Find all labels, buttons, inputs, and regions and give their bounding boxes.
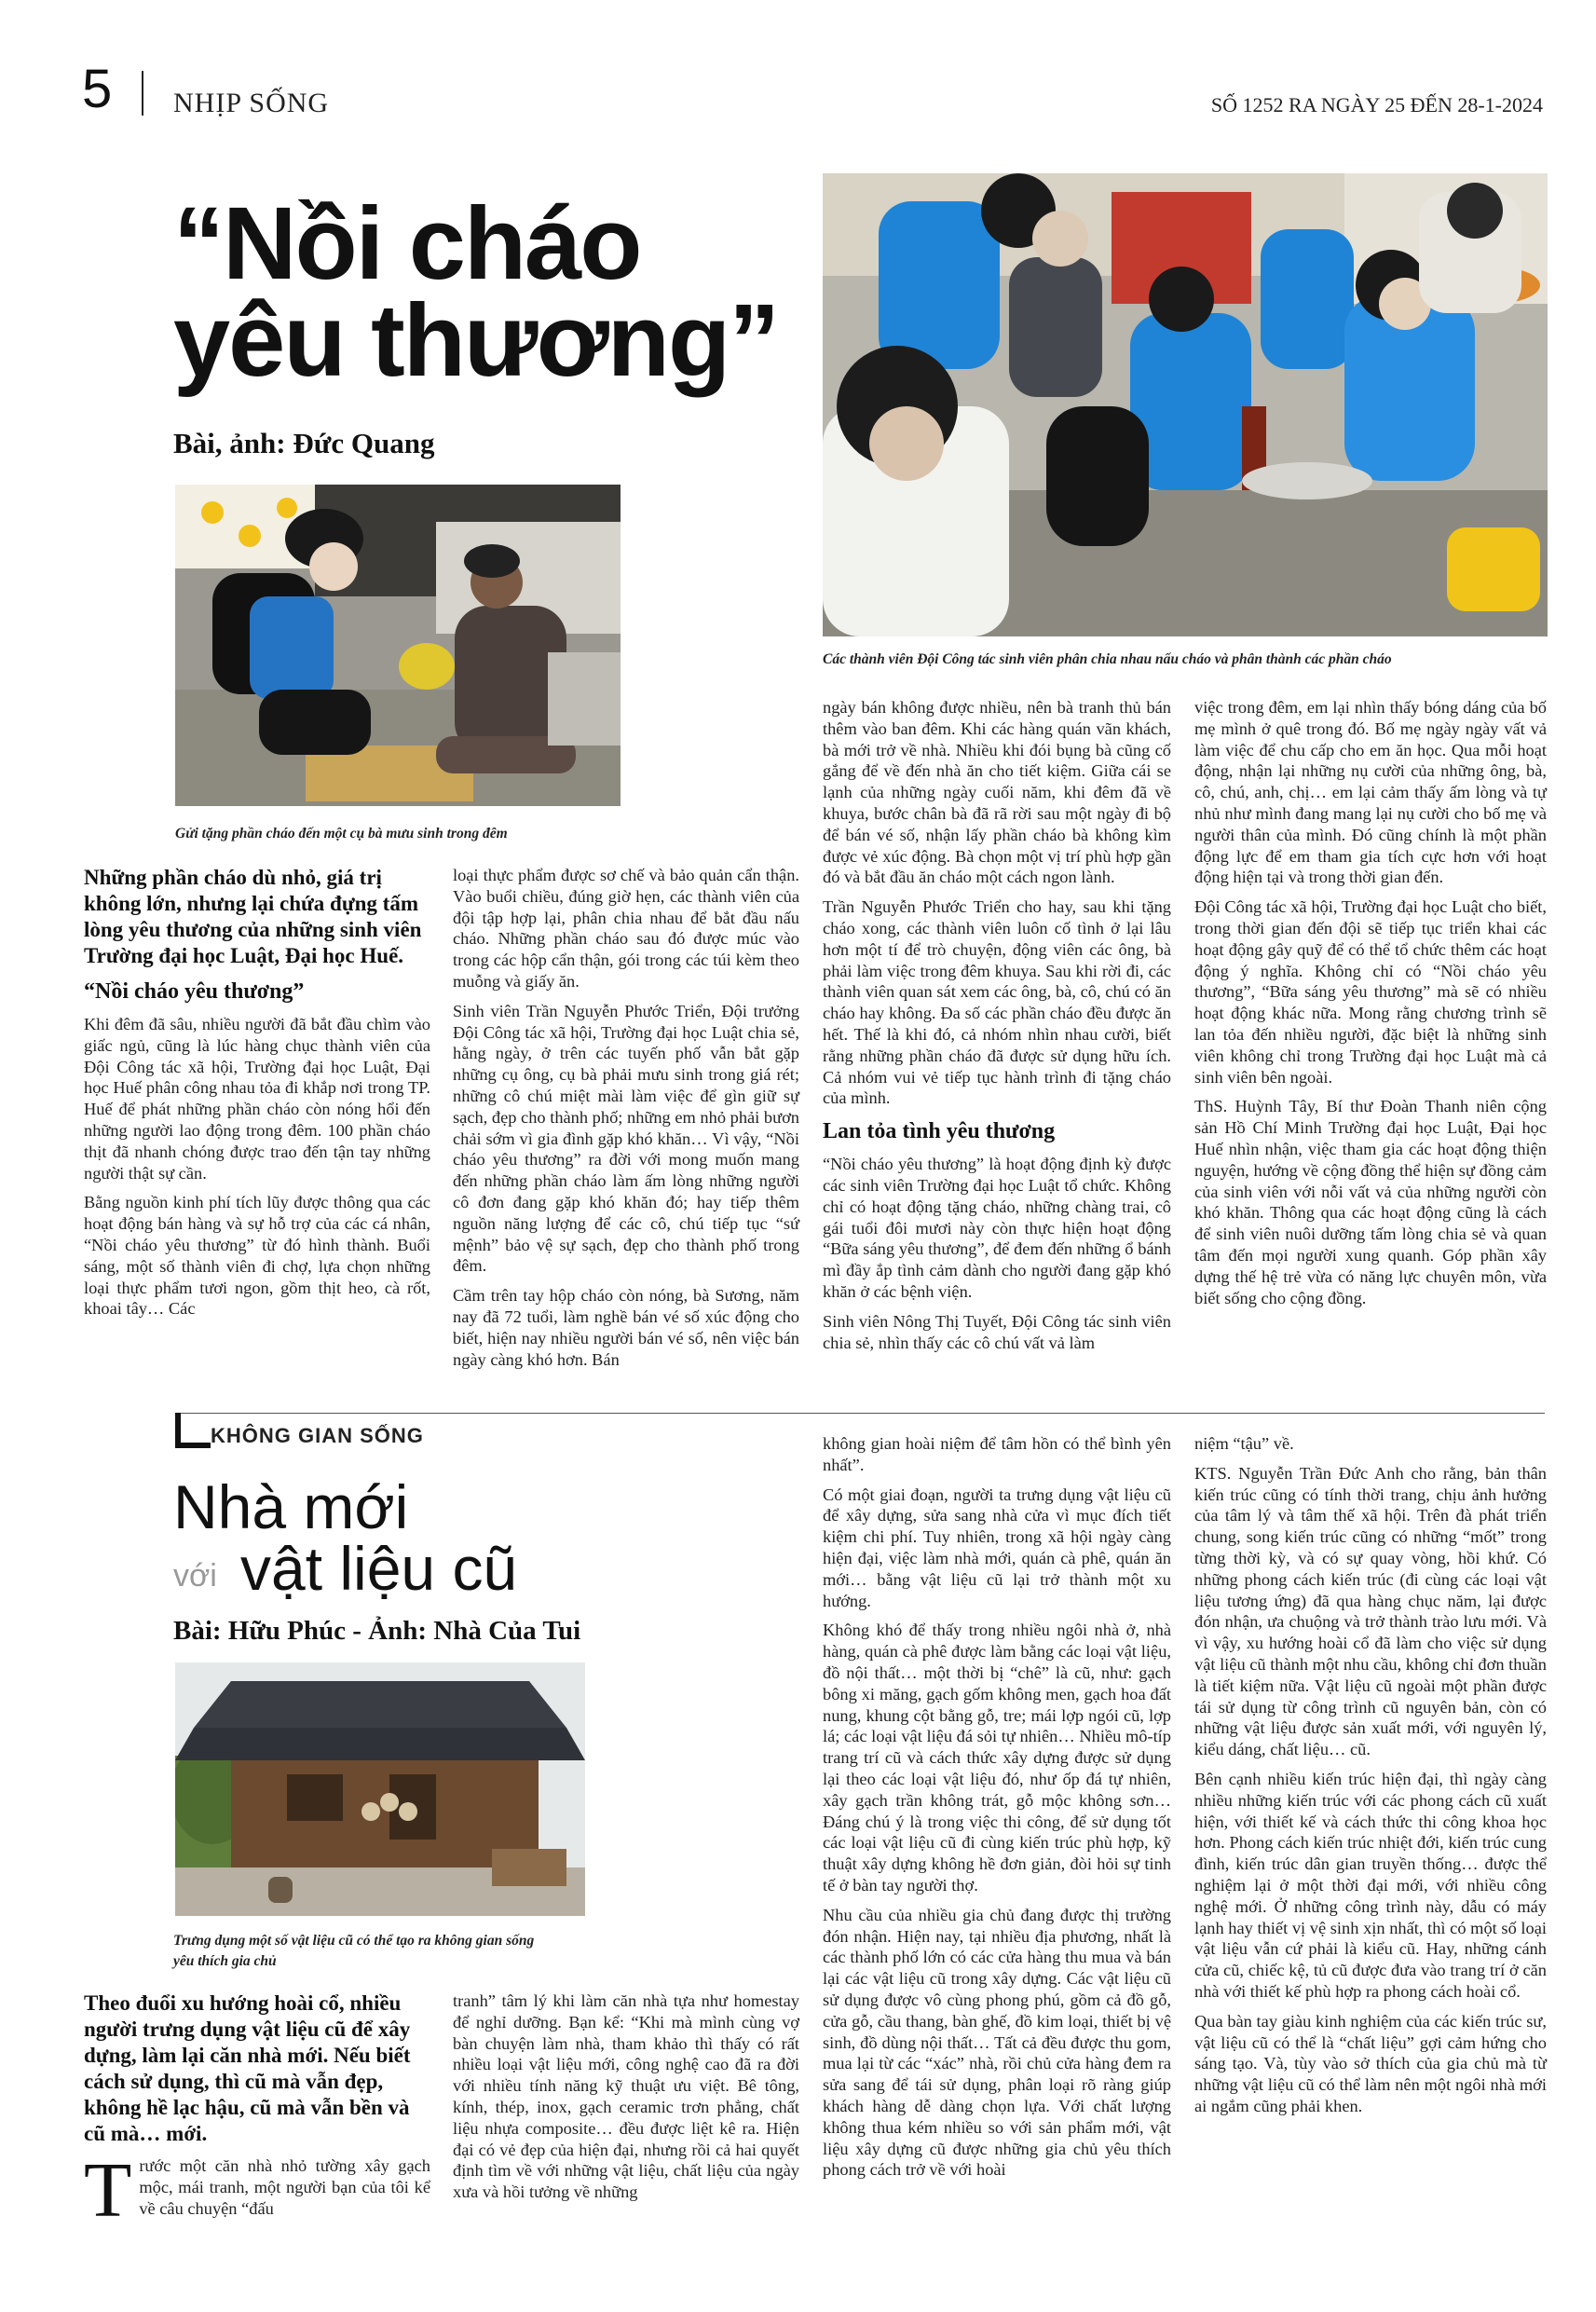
article1-paragraph: loại thực phẩm được sơ chế và bảo quản cẩn thận. Vào buổi chiều, đúng giờ hẹn, các thành viên của đội tập hợp lại, phân chia nhau để bắt đầu nấu cháo. Những phần cháo sau đó được múc vào trong các hộp cẩn thận, gói trong các túi kèm theo muỗng và giấy ăn. xyxy=(453,866,799,991)
header-divider xyxy=(142,71,143,116)
rubric-box xyxy=(175,1413,211,1448)
article1-paragraph: Đội Công tác xã hội, Trường đại học Luật cho biết, trong thời gian đến đội sẽ tiếp tục triển khai các hoạt động gây quỹ để có thể tổ chức thêm các hoạt động ý nghĩa. Không chỉ có “Nồi cháo yêu thương”, “Bữa sáng yêu thương” mà sẽ có nhiều hoạt động khác nữa. Mong rằng chương trình sẽ lan tỏa đến nhiều người, đặc biệt là những sinh viên không chỉ trong Trường đại học Luật mà cả sinh viên bên ngoài. xyxy=(1194,897,1547,1087)
article2-column1 xyxy=(84,1991,430,2234)
photo3-caption-line1: Trưng dụng một số vật liệu cũ có thể tạo ra không gian sống xyxy=(173,1933,535,1949)
article2-title-line2: vật liệu cũ xyxy=(240,1534,518,1603)
article1-column1 xyxy=(84,865,430,1328)
article-divider xyxy=(175,1413,1545,1414)
page-number: 5 xyxy=(82,59,113,119)
article1-subheading1: “Nồi cháo yêu thương” xyxy=(84,979,305,1004)
article1-subheading2: Lan tỏa tình yêu thương xyxy=(823,1119,1056,1144)
article2-column4 xyxy=(1194,1433,1547,2126)
photo-students-preparing-porridge xyxy=(823,173,1548,636)
article1-paragraph: ngày bán không được nhiều, nên bà tranh thủ bán thêm vào ban đêm. Khi các hàng quán vãn khách, bà mới trở về nhà. Nhiều khi đói bụng bà cũng cố gắng để về đến nhà ăn cho tiết kiệm. Giữa cái se lạnh của những ngày cuối năm, khi đêm đã về khuya, bước chân bà đã rã rời sau một ngày đi bộ để bán vé số, nhận lấy phần cháo bà không kìm được vẻ xúc động. Bà chọn một vị trí phù hợp gần đó và bắt đầu ăn cháo một cách ngon lành. xyxy=(823,698,1171,887)
photo1-caption: Gửi tặng phần cháo đến một cụ bà mưu sinh trong đêm xyxy=(175,826,508,841)
article1-paragraph: Cầm trên tay hộp cháo còn nóng, bà Sương, năm nay đã 72 tuổi, làm nghề bán vé số xúc động cho biết, hiện nay nhiều người bán vé số, nên việc bán ngày càng khó hơn. Bán xyxy=(453,1286,799,1369)
rubric-label: KHÔNG GIAN SỐNG xyxy=(211,1424,424,1447)
article2-paragraph: Có một giai đoạn, người ta trưng dụng vật liệu cũ để xây dựng, sửa sang nhà cửa vì mục đích tiết kiệm chi phí. Tuy nhiên, trong xã hội ngày càng hiện đại, việc làm nhà mới, quán cà phê, quán ăn mới… bằng vật liệu cũ lại trở thành một xu hướng. xyxy=(823,1484,1171,1610)
article1-paragraph: ThS. Huỳnh Tây, Bí thư Đoàn Thanh niên cộng sản Hồ Chí Minh Trường đại học Luật, Đại học Huế nhìn nhận, việc tham gia các hoạt động thiện nguyện, hướng về cộng đồng thể hiện sự đồng cảm của sinh viên với nỗi vất vả của những người còn khó khăn. Thông qua các hoạt động cũng là cách để sinh viên nuôi dưỡng tấm lòng chia sẻ và quan tâm đến mọi người xung quanh. Góp phần xây dựng thế hệ trẻ vừa có năng lực chuyên môn, vừa biết sống cho cộng đồng. xyxy=(1194,1097,1547,1307)
article2-paragraph: niệm “tậu” về. xyxy=(1194,1434,1294,1453)
article1-title xyxy=(173,186,779,398)
article1-title-line2: yêu thương” xyxy=(173,283,779,398)
article1-paragraph: Bằng nguồn kinh phí tích lũy được thông qua các hoạt động bán hàng và sự hỗ trợ của các cá nhân, “Nồi cháo yêu thương” từ đó hình thành. Buổi sáng, một số thành viên đi chợ, lựa chọn những loại thực phẩm tươi ngon, gồm thịt heo, cà rốt, khoai tây… Các xyxy=(84,1193,430,1319)
article1-paragraph: Trần Nguyễn Phước Triển cho hay, sau khi tặng cháo xong, các thành viên luôn cố tình ở lại lâu hơn một tí để trò chuyện, động viên các ông, bà phải làm việc trong đêm khuya. Sau khi rời đi, các thành viên quan sát xem các ông, bà, cô, chú có ăn cháo hay không. Đa số các phần cháo đều được ăn hết. Thế là khi đó, cả nhóm nhìn nhau cười, biết rằng những phần cháo đã được sử dụng hữu ích. Cả nhóm vui vẻ tiếp tục hành trình đi tặng cháo của mình. xyxy=(823,897,1171,1108)
photo3-caption-line2: yêu thích gia chủ xyxy=(173,1953,277,1969)
article1-title-line1: “Nồi cháo xyxy=(173,186,641,301)
article1-column3 xyxy=(823,697,1171,1361)
article2-title-line1: Nhà mới xyxy=(173,1472,409,1541)
article2-paragraph: Bên cạnh nhiều kiến trúc hiện đại, thì ngày càng nhiều những kiến trúc với các phong cách cũ xuất hiện, với thiết kế và cách thức thi công khoa học hơn. Phong cách kiến trúc nhiệt đới, kiến trúc cung đình, kiến trúc dân gian truyền thống… được thể nghiệm lại ở một thời đại mới, với nhiều công nghệ mới. Ở những công trình này, dẫu có máy lạnh hay thiết vị vệ sinh xịn nhất, thì có một số loại vật liệu vẫn cứ phải là kiểu cũ. Hay, những cánh cửa cũ, chiếc kệ, tủ cũ được đưa vào trang trí ở căn nhà với thiết kế phù hợp ra phong cách hoài cổ. xyxy=(1194,1769,1547,2001)
section-name: NHỊP SỐNG xyxy=(173,88,330,118)
article2-lead: Theo đuổi xu hướng hoài cổ, nhiều người trưng dụng vật liệu cũ để xây dựng, làm lại căn nhà mới. Nếu biết cách sử dụng, thì cũ mà vẫn đẹp, không hề lạc hậu, cũ mà vẫn bền và cũ mà… mới. xyxy=(84,1991,411,2145)
article2-paragraph: Qua bàn tay giàu kinh nghiệm của các kiến trúc sư, vật liệu cũ có thể là “chất liệu” gợi cảm hứng cho sáng tạo. Và, tùy vào sở thích của gia chủ mà từ những vật liệu cũ có thể làm nên một ngôi nhà mới ai ngắm cũng phải khen. xyxy=(1194,2011,1547,2115)
article1-lead: Những phần cháo dù nhỏ, giá trị không lớn, nhưng lại chứa đựng tấm lòng yêu thương của những sinh viên Trường đại học Luật, Đại học Huế. xyxy=(84,866,422,967)
article2-paragraph: Nhu cầu của nhiều gia chủ đang được thị trường đón nhận. Hiện nay, tại nhiều địa phương, nhất là các thành phố lớn có các cửa hàng thu mua và bán lại các vật liệu cũ trong xây dựng. Các vật liệu cũ sử dụng được vô cùng phong phú, gồm cả đồ gỗ, cửa gỗ, cầu thang, bàn ghế, đồ kim loại, thiết bị vệ sinh, đồ dùng nội thất… Tất cả đều được thu gom, mua lại từ các “xác” nhà, rồi chủ cửa hàng đem ra sửa sang để tái sử dụng, phân loại rõ ràng giúp khách hàng dễ dàng chọn lựa. Với chất lượng không thua kém nhiều so với sản phẩm mới, vật liệu xây dựng cũ được những gia chủ yêu thích phong cách trở về với hoài xyxy=(823,1905,1171,2180)
article2-paragraph: tranh” tâm lý khi làm căn nhà tựa như homestay để nghỉ dưỡng. Bạn kể: “Khi mà mình cùng vợ bàn chuyện làm nhà, tham khảo thì thấy có rất nhiều loại vật liệu mới, công nghệ cao đã ra đời với nhiều tính năng kỹ thuật ưu việt. Bê tông, kính, thép, inox, gạch ceramic trơn phẳng, chất liệu nhựa composite… đều được liệt kê ra. Hiện đại có vẻ đẹp của hiện đại, nhưng rồi cả hai quyết định tìm về với những vật liệu, chất liệu của ngày xưa và hồi tưởng về những xyxy=(453,1991,799,2202)
article2-dropcap: T xyxy=(84,2147,132,2234)
article2-paragraph: Không khó để thấy trong nhiều ngôi nhà ở, nhà hàng, quán cà phê được làm bằng các loại vật liệu, đồ nội thất… một thời bị “chê” là cũ, như: gạch bông xi măng, gạch gốm không men, gạch hoa đất nung, khung cột bằng gỗ, tre; mái lợp ngói cũ, lợp lá; các loại vật liệu đá sỏi tự nhiên… Nhiều mô-típ trang trí cũ và cách thức xây dựng được sử dụng lại theo các loại vật liệu đó, như ốp đá tự nhiên, xây gạch trần không trát, gỗ mộc không sơn… Đáng chú ý là trong việc thi công, để sử dụng tốt các loại vật liệu cũ đi cùng kiến trúc phù hợp, kỹ thuật xây dựng không hề đơn giản, đòi hỏi sự tinh tế ở bàn tay người thợ. xyxy=(823,1621,1171,1895)
article2-column2 xyxy=(453,1991,799,2211)
article2-paragraph: không gian hoài niệm để tâm hồn có thể bình yên nhất”. xyxy=(823,1434,1171,1474)
article2-byline: Bài: Hữu Phúc - Ảnh: Nhà Của Tui xyxy=(173,1616,581,1646)
article1-column4 xyxy=(1194,697,1547,1317)
article1-paragraph: Sinh viên Trần Nguyễn Phước Triển, Đội trưởng Đội Công tác xã hội, Trường đại học Luật chia sẻ, hằng ngày, ở trên các tuyến phố vẫn bắt gặp những cụ ông, cụ bà phải mưu sinh trong giá rét; những cô chú miệt mài làm việc để gìn giữ sự sạch, đẹp cho thành phố; những em nhỏ phải bươn chải sớm vì gia đình gặp khó khăn… Vì vậy, “Nồi cháo yêu thương” ra đời với mong muốn mang đến những phần cháo làm ấm lòng những người cô đơn đang gặp khó khăn đó; hay tiếp thêm nguồn năng lượng để các cô, chú tiếp tục “sứ mệnh” bảo vệ sự sạch, đẹp cho thành phố trong đêm. xyxy=(453,1001,799,1276)
article2-column3 xyxy=(823,1433,1171,2189)
article2-paragraph xyxy=(84,2147,430,2234)
article1-paragraph: Khi đêm đã sâu, nhiều người đã bắt đầu chìm vào giấc ngủ, cũng là lúc hàng chục thành viên của Đội Công tác xã hội, Trường đại học Luật, Đại học Huế phân công nhau tỏa đi khắp nơi trong TP. Huế để phát những phần cháo còn nóng hổi đến những người lao động trong đêm. 100 phần cháo thịt đã nhanh chóng được trao đến tận tay những người thật sự cần. xyxy=(84,1015,430,1183)
issue-info: SỐ 1252 RA NGÀY 25 ĐẾN 28-1-2024 xyxy=(1210,93,1543,116)
article1-column2 xyxy=(453,865,799,1378)
photo-student-giving-porridge xyxy=(175,485,621,806)
photo-old-material-house xyxy=(175,1662,585,1916)
article1-byline: Bài, ảnh: Đức Quang xyxy=(173,427,435,459)
photo2-caption: Các thành viên Đội Công tác sinh viên phân chia nhau nấu cháo và phân thành các phần cháo xyxy=(823,651,1392,667)
article2-title-small: với xyxy=(173,1558,217,1594)
article1-paragraph: “Nồi cháo yêu thương” là hoạt động định kỳ được các sinh viên Trường đại học Luật tổ chức. Không chỉ có hoạt động tặng cháo, những chàng trai, cô gái tuổi đôi mươi này còn thực hiện hoạt động “Bữa sáng yêu thương”, để đem đến những ổ bánh mì đầy ắp tình cảm dành cho người đang gặp khó khăn ở các bệnh viện. xyxy=(823,1155,1171,1301)
article2-paragraph: KTS. Nguyễn Trần Đức Anh cho rằng, bản thân kiến trúc cũng có tính thời trang, chịu ảnh hưởng của tâm lý và tâm thế xã hội. Trên đà phát triển chung, song kiến trúc cũng có những “mốt” trong từng thời kỳ, và có sự quay vòng, hồi khứ. Có những phong cách kiến trúc (đi cùng các loại vật liệu tương ứng) đã qua hàng chục năm, lại được đón nhận, ưa chuộng và trở thành trào lưu mới. Và vì vậy, xu hướng hoài cổ đã làm cho việc sử dụng vật liệu cũ thành một nhu cầu, không chỉ đơn thuần là tiết kiệm nữa. Vật liệu cũ ngoài một phần được tái sử dụng từ công trình cũ nguyên bản, còn có những vật liệu được sản xuất mới, với nguyên lý, kiểu dáng, chất liệu… cũ. xyxy=(1194,1463,1547,1759)
article1-paragraph: việc trong đêm, em lại nhìn thấy bóng dáng của bố mẹ mình ở quê trong đó. Bố mẹ ngày ngày vất vả làm việc để chu cấp cho em ăn học. Qua mỗi hoạt động, nhận lại những nụ cười của những ông, bà, cô, chú, anh, chị… em lại cảm thấy ấm lòng và tự nhủ như mình đang mang lại nụ cười cho bố mẹ và người thân của mình. Đó cũng chính là một phần động lực để em tham gia tích cực hơn với hoạt động hiện tại và trong thời gian đến. xyxy=(1194,698,1547,887)
article2-paragraph-text: rước một căn nhà nhỏ tường xây gạch mộc, mái tranh, một người bạn của tôi kể về câu chuyện “đấu xyxy=(139,2156,430,2218)
article1-paragraph: Sinh viên Nông Thị Tuyết, Đội Công tác sinh viên chia sẻ, nhìn thấy các cô chú vất vả làm xyxy=(823,1311,1171,1352)
